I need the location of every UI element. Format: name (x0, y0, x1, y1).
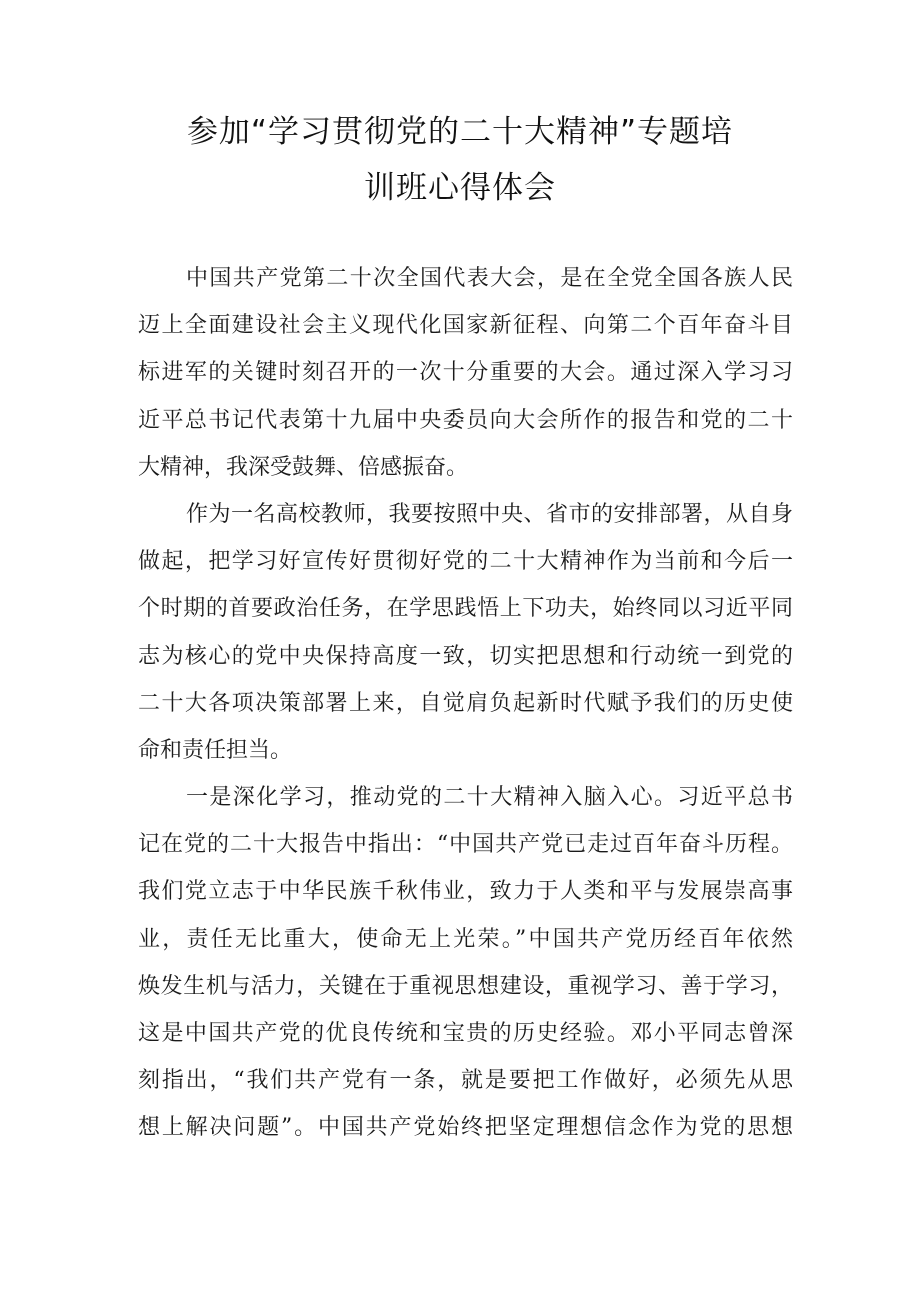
paragraph-3 (138, 774, 793, 1152)
paragraph-line: 志为核心的党中央保持高度一致，切实把思想和行动统一到党的 (138, 643, 793, 669)
paragraph-line: 作为一名高校教师，我要按照中央、省市的安排部署，从自身 (186, 501, 793, 527)
paragraph-line: 刻指出，“我们共产党有一条，就是要把工作做好，必须先从思 (138, 1068, 793, 1094)
paragraph-line: 迈上全面建设社会主义现代化国家新征程、向第二个百年奋斗目 (138, 313, 793, 339)
paragraph-line: 标进军的关键时刻召开的一次十分重要的大会。通过深入学习习 (138, 360, 793, 386)
paragraph-line: 一是深化学习，推动党的二十大精神入脑入心。习近平总书 (186, 785, 793, 811)
paragraph-line: 个时期的首要政治任务，在学思践悟上下功夫，始终同以习近平同 (138, 596, 793, 622)
paragraph-line: 近平总书记代表第十九届中央委员向大会所作的报告和党的二十 (138, 407, 793, 433)
paragraph-line: 我们党立志于中华民族千秋伟业，致力于人类和平与发展崇高事 (138, 879, 793, 905)
paragraph-line: 记在党的二十大报告中指出：“中国共产党已走过百年奋斗历程。 (138, 832, 793, 858)
paragraph-line: 想上解决问题”。中国共产党始终把坚定理想信念作为党的思想 (138, 1115, 793, 1141)
document-title (0, 104, 920, 216)
title-line-2: 训班心得体会 (364, 170, 556, 206)
paragraph-line: 焕发生机与活力，关键在于重视思想建设，重视学习、善于学习， (138, 973, 793, 999)
paragraph-line: 大精神，我深受鼓舞、倍感振奋。 (138, 454, 469, 480)
paragraph-line: 二十大各项决策部署上来，自觉肩负起新时代赋予我们的历史使 (138, 690, 793, 716)
paragraph-line: 这是中国共产党的优良传统和宝贵的历史经验。邓小平同志曾深 (138, 1021, 793, 1046)
paragraph-line: 命和责任担当。 (138, 737, 293, 763)
title-line-1: 参加“学习贯彻党的二十大精神”专题培 (186, 114, 734, 150)
paragraph-2 (138, 491, 793, 774)
paragraph-line: 中国共产党第二十次全国代表大会，是在全党全国各族人民 (186, 266, 793, 291)
paragraph-1 (138, 255, 793, 491)
document-body (138, 255, 793, 1152)
paragraph-line: 业，责任无比重大，使命无上光荣。”中国共产党历经百年依然 (138, 926, 793, 952)
paragraph-line: 做起，把学习好宣传好贯彻好党的二十大精神作为当前和今后一 (138, 549, 793, 575)
